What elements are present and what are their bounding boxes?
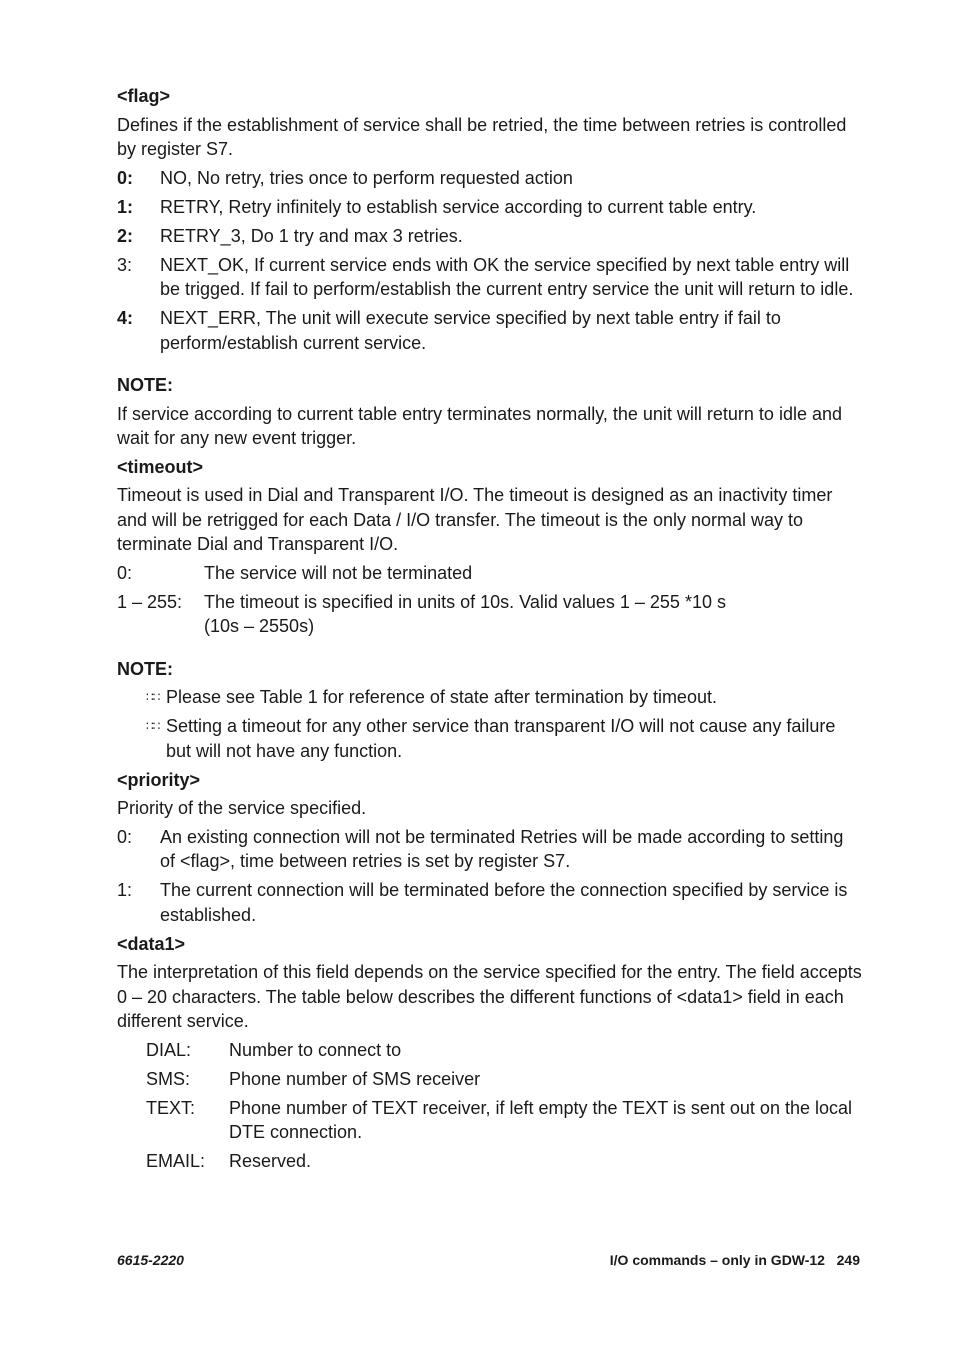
priority-item-text: The current connection will be terminated before the connection specified by service is established. (160, 880, 848, 925)
note-bullet (117, 685, 863, 710)
section-title: I/O commands – only in GDW-12 (609, 1252, 825, 1268)
grid-bullet-icon: ∷∷ (146, 690, 160, 704)
priority-item (117, 878, 863, 927)
flag-item-key: 2: (117, 225, 134, 246)
note-label: NOTE: (117, 375, 173, 395)
data1-description: The interpretation of this field depends on the service specified for the entry. The field accepts 0 – 20 characters. The table below describes the different functions of <data1> field in each different service. (117, 962, 862, 1031)
page-footer (117, 1252, 860, 1268)
flag-item (117, 306, 863, 355)
flag-item-key: 0: (117, 167, 134, 188)
flag-heading: <flag> (117, 86, 171, 106)
timeout-item-key: 1 – 255: (117, 591, 183, 612)
grid-bullet-icon: ∷∷ (146, 719, 160, 733)
data1-item-text: Number to connect to (229, 1039, 402, 1060)
priority-heading: <priority> (117, 769, 201, 790)
data1-item-key: DIAL: (146, 1039, 192, 1060)
footer-right (610, 1252, 860, 1268)
timeout-item (117, 561, 863, 586)
flag-item (117, 166, 863, 191)
note-label: NOTE: (117, 658, 173, 679)
data1-item-text: Reserved. (229, 1151, 312, 1171)
flag-item-key: 1: (117, 196, 134, 217)
data1-heading: <data1> (117, 933, 186, 954)
timeout-item-text: The timeout is specified in units of 10s. Valid values 1 – 255 *10 s (10s – 2550s) (204, 591, 726, 636)
data1-item-key: EMAIL: (146, 1151, 206, 1171)
priority-item-key: 1: (117, 880, 133, 900)
data1-item (117, 1067, 863, 1092)
note-bullet (117, 714, 863, 763)
timeout-description: Timeout is used in Dial and Transparent I/O. The timeout is designed as an inactivity timer and will be retrigged for each Data / I/O transfer. The timeout is the only normal way to terminate Dial and Transparent I/O. (117, 485, 833, 554)
priority-item-key: 0: (117, 826, 133, 847)
flag-item-text: RETRY, Retry infinitely to establish service according to current table entry. (160, 196, 757, 217)
data1-item-key: TEXT: (146, 1097, 196, 1118)
note-bullet-text: Please see Table 1 for reference of state after termination by timeout. (166, 687, 717, 707)
flag-item-key: 4: (117, 308, 134, 328)
priority-description: Priority of the service specified. (117, 798, 367, 818)
note-bullet-text: Setting a timeout for any other service than transparent I/O will not cause any failure but will not have any function. (166, 716, 836, 761)
flag-item (117, 224, 863, 249)
timeout-item-text: The service will not be terminated (204, 562, 473, 583)
priority-item (117, 825, 863, 874)
flag-item-text: NEXT_OK, If current service ends with OK the service specified by next table entry will be trigged. If fail to perform/establish the current entry service the unit will return to idle. (160, 254, 854, 299)
timeout-item (117, 590, 863, 639)
data1-item (117, 1096, 863, 1145)
flag-item (117, 253, 863, 302)
data1-item-text: Phone number of SMS receiver (229, 1068, 481, 1089)
note-text: If service according to current table entry terminates normally, the unit will return to idle and wait for any new event trigger. (117, 403, 843, 448)
priority-item-text: An existing connection will not be terminated Retries will be made according to setting of <flag>, time between retries is set by register S7. (160, 826, 844, 871)
flag-item (117, 195, 863, 220)
page-number: 249 (836, 1252, 860, 1268)
flag-description: Defines if the establishment of service shall be retried, the time between retries is controlled by register S7. (117, 114, 847, 159)
data1-item-text: Phone number of TEXT receiver, if left empty the TEXT is sent out on the local DTE connection. (229, 1097, 852, 1142)
timeout-heading: <timeout> (117, 456, 204, 477)
document-number: 6615-2220 (117, 1252, 184, 1268)
timeout-item-key: 0: (117, 562, 133, 583)
flag-item-key: 3: (117, 254, 133, 275)
flag-item-text: NO, No retry, tries once to perform requested action (160, 167, 573, 188)
document-page (117, 84, 863, 1178)
data1-item (117, 1038, 863, 1063)
data1-item-key: SMS: (146, 1068, 191, 1089)
flag-item-text: NEXT_ERR, The unit will execute service specified by next table entry if fail to perform/establish current service. (160, 308, 781, 353)
data1-item (117, 1149, 863, 1174)
flag-item-text: RETRY_3, Do 1 try and max 3 retries. (160, 225, 463, 246)
